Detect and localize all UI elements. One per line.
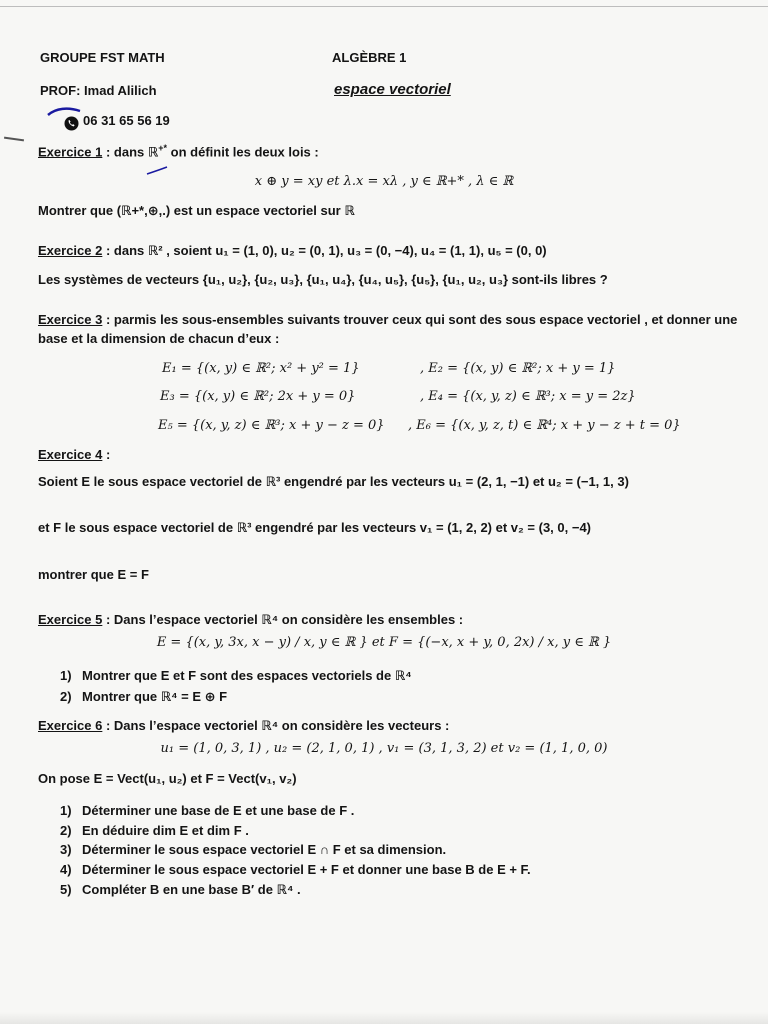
exercise-6-item xyxy=(60,803,354,818)
exercise-4-heading xyxy=(38,447,110,462)
exercise-1-question: Montrer que (ℝ+*,⊕,.) est un espace vectoriel sur ℝ xyxy=(38,203,355,218)
set-e5: E₅ = {(x, y, z) ∈ ℝ³; x + y − z = 0} xyxy=(158,418,385,433)
item-text: En déduire dim E et dim F . xyxy=(82,823,249,838)
exercise-6-item xyxy=(60,882,301,898)
exercise-6-heading xyxy=(38,718,449,734)
exercise-2-question: Les systèmes de vecteurs {u₁, u₂}, {u₂, u₃}, {u₁, u₄}, {u₄, u₅}, {u₅}, {u₁, u₂, u₃} sont-ils libres ? xyxy=(38,272,608,287)
item-text: Montrer que E et F sont des espaces vectoriels de ℝ⁴ xyxy=(82,668,412,683)
set-e1: E₁ = {(x, y) ∈ ℝ²; x² + y² = 1} xyxy=(162,361,360,376)
exercise-6-item xyxy=(60,823,249,838)
exercise-2-label: Exercice 2 xyxy=(38,243,103,258)
exercise-3-intro-line2: base et la dimension de chacun d’eux : xyxy=(38,331,280,346)
scan-bottom-edge xyxy=(0,1012,768,1024)
exercise-5-intro: : Dans l’espace vectoriel ℝ⁴ on considère les ensembles : xyxy=(102,612,464,627)
course-name: ALGÈBRE 1 xyxy=(332,50,407,65)
set-e6: , E₆ = {(x, y, z, t) ∈ ℝ⁴; x + y − z + t = 0} xyxy=(408,418,681,433)
exercise-6-item xyxy=(60,842,446,857)
exercise-6-item xyxy=(60,862,531,877)
professor-name: PROF: Imad Alilich xyxy=(40,83,157,98)
item-number: 2) xyxy=(60,823,72,838)
item-text: Déterminer le sous espace vectoriel E + F et donner une base B de E + F. xyxy=(82,862,531,877)
exercise-1-intro-a: : dans ℝ xyxy=(102,144,159,160)
exercise-6-vectors: u₁ = (1, 0, 3, 1) , u₂ = (2, 1, 0, 1) , v₁ = (3, 1, 3, 2) et v₂ = (1, 1, 0, 0) xyxy=(160,741,608,756)
exercise-5-heading xyxy=(38,612,463,628)
scan-top-edge xyxy=(0,6,768,7)
item-number: 1) xyxy=(60,668,72,683)
exercise-1-heading xyxy=(38,143,319,160)
exercise-2-heading xyxy=(38,243,547,259)
set-e2: , E₂ = {(x, y) ∈ ℝ²; x + y = 1} xyxy=(420,361,616,376)
exercise-4-label: Exercice 4 xyxy=(38,447,103,462)
exercise-6-definition: On pose E = Vect(u₁, u₂) et F = Vect(v₁, v₂) xyxy=(38,771,297,786)
phone-icon xyxy=(64,116,79,136)
item-number: 1) xyxy=(60,803,72,818)
exercise-4-line2: et F le sous espace vectoriel de ℝ³ engendré par les vecteurs v₁ = (1, 2, 2) et v₂ = (3, 0, −4) xyxy=(38,520,592,535)
exercise-1-label: Exercice 1 xyxy=(38,144,103,160)
exercise-5-label: Exercice 5 xyxy=(38,612,103,627)
exercise-4-line3: montrer que E = F xyxy=(38,567,149,582)
exercise-6-label: Exercice 6 xyxy=(38,718,103,733)
item-text: Déterminer une base de E et une base de F . xyxy=(82,803,355,818)
exercise-1-laws: x ⊕ y = xy et λ.x = xλ , y ∈ ℝ+* , λ ∈ ℝ xyxy=(254,174,514,189)
item-text: Déterminer le sous espace vectoriel E ∩ F et sa dimension. xyxy=(82,842,447,857)
exercise-1-intro-b: on définit les deux lois : xyxy=(167,144,319,160)
exercise-5-sets: E = {(x, y, 3x, x − y) / x, y ∈ ℝ } et F = {(−x, x + y, 0, 2x) / x, y ∈ ℝ } xyxy=(156,635,612,650)
item-number: 3) xyxy=(60,842,72,857)
exercise-3-heading xyxy=(38,312,737,327)
margin-mark xyxy=(4,137,24,142)
exercise-4-colon: : xyxy=(102,447,111,462)
topic-title: espace vectoriel xyxy=(334,81,451,98)
item-number: 5) xyxy=(60,882,72,897)
item-text: Montrer que ℝ⁴ = E ⊕ F xyxy=(82,689,228,704)
item-number: 4) xyxy=(60,862,72,877)
set-e3: E₃ = {(x, y) ∈ ℝ²; 2x + y = 0} xyxy=(160,389,356,404)
exercise-4-line1: Soient E le sous espace vectoriel de ℝ³ engendré par les vecteurs u₁ = (2, 1, −1) et u₂ = (−1, 1, 3) xyxy=(38,474,629,489)
exercise-3-intro-line1: : parmis les sous-ensembles suivants trouver ceux qui sont des sous espace vectoriel , et donner une xyxy=(102,312,738,327)
exercise-1-intro-sup: +* xyxy=(158,143,168,153)
group-name: GROUPE FST MATH xyxy=(40,50,165,65)
item-number: 2) xyxy=(60,689,72,704)
exercise-2-intro: : dans ℝ² , soient u₁ = (1, 0), u₂ = (0, 1), u₃ = (0, −4), u₄ = (1, 1), u₅ = (0, 0) xyxy=(102,243,547,258)
phone-number: 06 31 65 56 19 xyxy=(83,113,170,128)
exercise-5-item xyxy=(60,689,227,705)
exercise-3-label: Exercice 3 xyxy=(38,312,103,327)
set-e4: , E₄ = {(x, y, z) ∈ ℝ³; x = y = 2z} xyxy=(420,389,636,404)
item-text: Compléter B en une base B′ de ℝ⁴ . xyxy=(82,882,301,897)
exercise-6-intro: : Dans l’espace vectoriel ℝ⁴ on considère les vecteurs : xyxy=(102,718,450,733)
exercise-5-item xyxy=(60,668,412,684)
